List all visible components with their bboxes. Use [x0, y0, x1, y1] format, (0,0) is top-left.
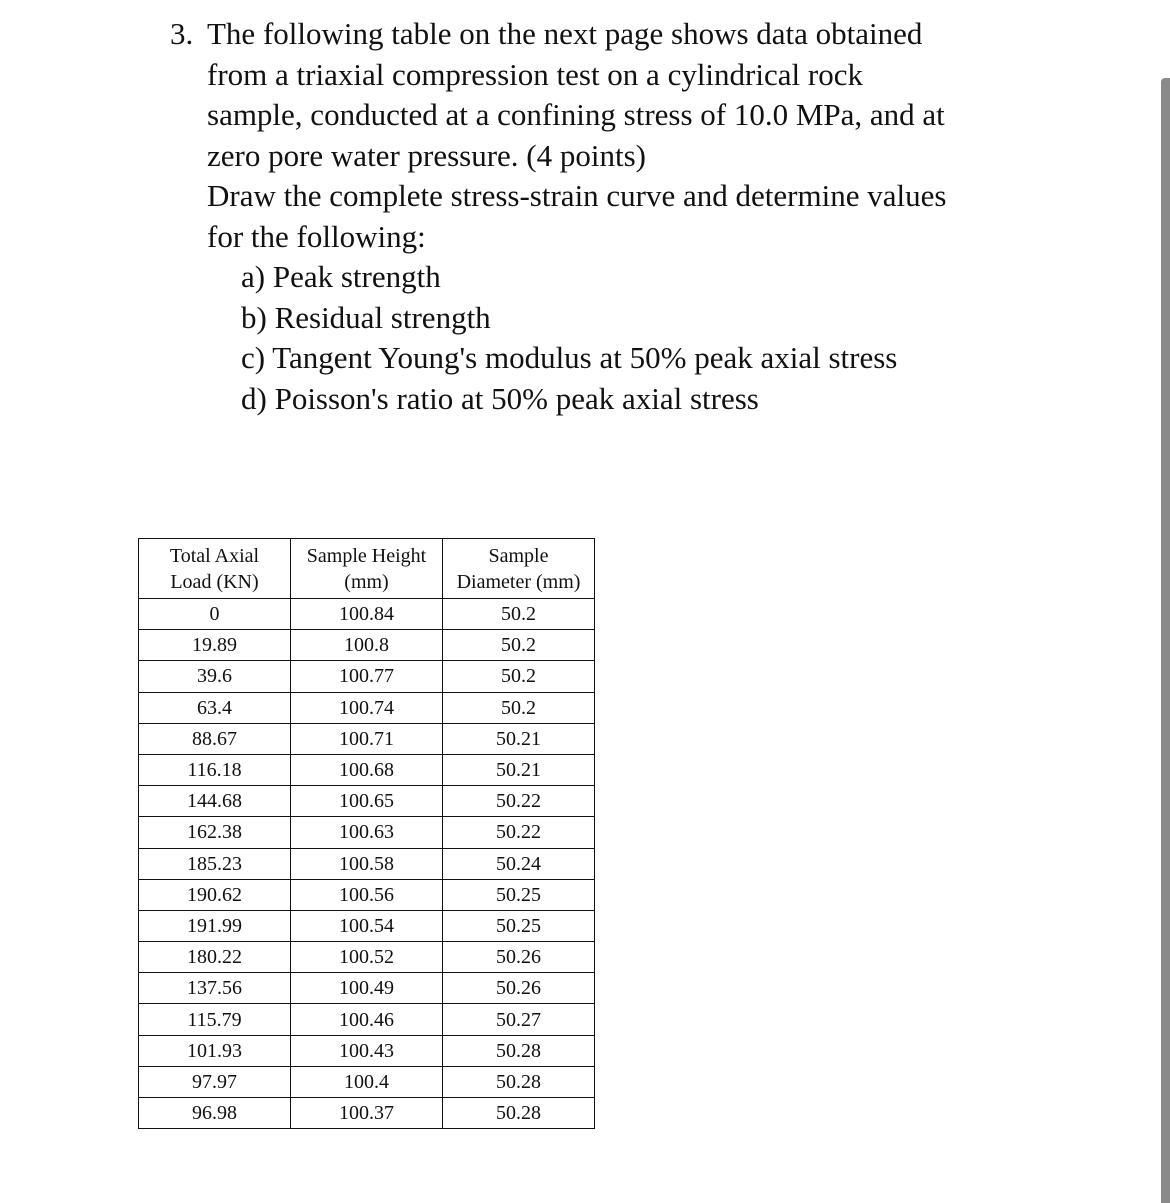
cell-sample-diameter: 50.26 [443, 973, 595, 1004]
cell-sample-height: 100.37 [291, 1098, 443, 1129]
header-line: (mm) [344, 570, 389, 593]
table-row [139, 723, 595, 754]
table-row [139, 754, 595, 785]
header-line: Load (KN) [170, 570, 259, 593]
cell-sample-diameter: 50.25 [443, 879, 595, 910]
question-line: for the following: [207, 218, 426, 254]
table-row [139, 1035, 595, 1066]
cell-sample-diameter: 50.25 [443, 910, 595, 941]
cell-sample-height: 100.68 [291, 754, 443, 785]
table-row [139, 1066, 595, 1097]
table-body [139, 599, 595, 1129]
table-row [139, 786, 595, 817]
cell-axial-load: 115.79 [139, 1004, 291, 1035]
table-row [139, 879, 595, 910]
table-row [139, 661, 595, 692]
cell-sample-diameter: 50.22 [443, 817, 595, 848]
cell-sample-height: 100.56 [291, 879, 443, 910]
question-part-a: a) Peak strength [241, 259, 441, 294]
cell-axial-load: 0 [139, 599, 291, 630]
cell-sample-height: 100.65 [291, 786, 443, 817]
table-row [139, 848, 595, 879]
header-line: Total Axial [169, 544, 260, 567]
cell-axial-load: 162.38 [139, 817, 291, 848]
cell-sample-diameter: 50.21 [443, 723, 595, 754]
table-row [139, 942, 595, 973]
question-part-b: b) Residual strength [241, 299, 491, 335]
cell-sample-height: 100.63 [291, 817, 443, 848]
cell-sample-height: 100.58 [291, 848, 443, 879]
question-line: sample, conducted at a confining stress of 10.0 MPa, and at [207, 97, 945, 132]
question-line: from a triaxial compression test on a cylindrical rock [207, 56, 863, 92]
question-part-c: c) Tangent Young's modulus at 50% peak axial stress [241, 340, 898, 375]
cell-axial-load: 137.56 [139, 973, 291, 1004]
question-text: The following table on the next page shows data obtained [207, 16, 923, 51]
cell-sample-diameter: 50.2 [443, 661, 595, 692]
cell-sample-height: 100.46 [291, 1004, 443, 1035]
header-line: Sample [488, 544, 549, 567]
cell-axial-load: 101.93 [139, 1035, 291, 1066]
cell-sample-height: 100.54 [291, 910, 443, 941]
cell-sample-height: 100.43 [291, 1035, 443, 1066]
table-row [139, 630, 595, 661]
cell-axial-load: 88.67 [139, 723, 291, 754]
cell-axial-load: 116.18 [139, 754, 291, 785]
cell-axial-load: 96.98 [139, 1098, 291, 1129]
header-sample-diameter [443, 539, 595, 599]
cell-axial-load: 144.68 [139, 786, 291, 817]
cell-sample-height: 100.71 [291, 723, 443, 754]
scrollbar[interactable] [1161, 78, 1170, 1203]
header-line: Sample Height [306, 544, 427, 567]
cell-axial-load: 19.89 [139, 630, 291, 661]
cell-sample-diameter: 50.28 [443, 1035, 595, 1066]
question-block [170, 14, 1070, 419]
header-total-axial-load [139, 539, 291, 599]
table-row [139, 817, 595, 848]
cell-sample-height: 100.77 [291, 661, 443, 692]
cell-sample-diameter: 50.2 [443, 599, 595, 630]
cell-axial-load: 191.99 [139, 910, 291, 941]
cell-sample-diameter: 50.2 [443, 630, 595, 661]
table-header-row [139, 539, 595, 599]
cell-sample-height: 100.52 [291, 942, 443, 973]
cell-axial-load: 190.62 [139, 879, 291, 910]
cell-axial-load: 63.4 [139, 692, 291, 723]
question-part-d: d) Poisson's ratio at 50% peak axial stress [241, 380, 759, 416]
cell-sample-diameter: 50.22 [443, 786, 595, 817]
cell-sample-diameter: 50.27 [443, 1004, 595, 1035]
cell-axial-load: 185.23 [139, 848, 291, 879]
cell-axial-load: 39.6 [139, 661, 291, 692]
header-line: Diameter (mm) [456, 570, 581, 593]
cell-sample-height: 100.84 [291, 599, 443, 630]
table-row [139, 599, 595, 630]
cell-sample-height: 100.49 [291, 973, 443, 1004]
cell-sample-height: 100.4 [291, 1066, 443, 1097]
header-sample-height [291, 539, 443, 599]
table-row [139, 973, 595, 1004]
cell-sample-diameter: 50.24 [443, 848, 595, 879]
triaxial-data-table [138, 538, 595, 1129]
question-number: 3. [170, 16, 194, 51]
cell-axial-load: 180.22 [139, 942, 291, 973]
table-row [139, 692, 595, 723]
cell-sample-diameter: 50.26 [443, 942, 595, 973]
question-line [170, 14, 1070, 55]
cell-axial-load: 97.97 [139, 1066, 291, 1097]
cell-sample-diameter: 50.21 [443, 754, 595, 785]
question-line: zero pore water pressure. (4 points) [207, 137, 646, 173]
table-row [139, 1004, 595, 1035]
question-line: Draw the complete stress-strain curve and determine values [207, 178, 947, 213]
cell-sample-diameter: 50.28 [443, 1066, 595, 1097]
cell-sample-diameter: 50.28 [443, 1098, 595, 1129]
cell-sample-height: 100.8 [291, 630, 443, 661]
table-row [139, 1098, 595, 1129]
table-row [139, 910, 595, 941]
cell-sample-height: 100.74 [291, 692, 443, 723]
cell-sample-diameter: 50.2 [443, 692, 595, 723]
